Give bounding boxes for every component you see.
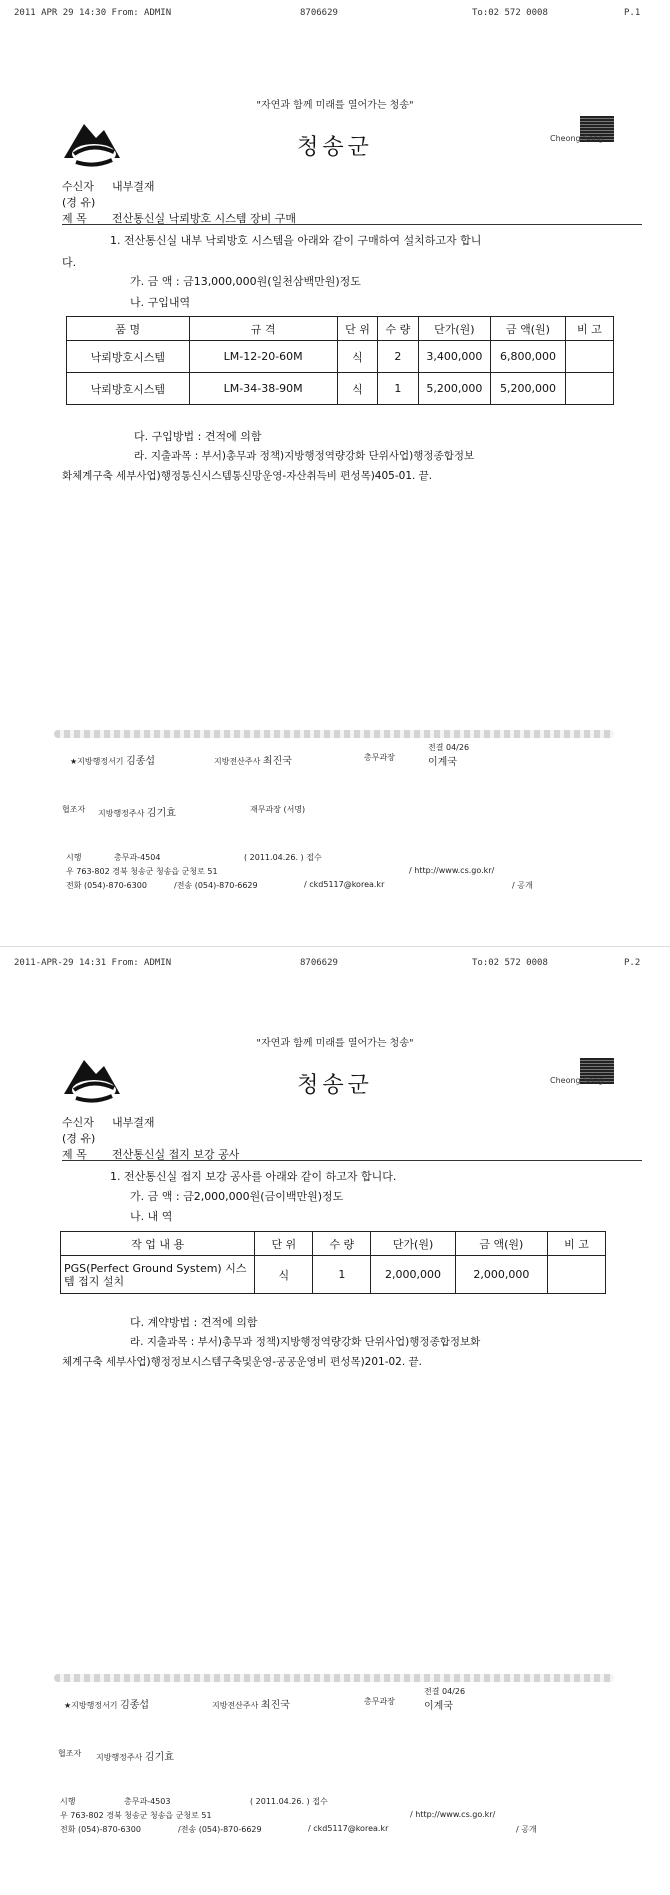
table-cell: 식 xyxy=(337,341,377,373)
table-header-row xyxy=(61,1232,606,1256)
brand-text: Cheong Song xyxy=(550,134,604,143)
fax-page-2 xyxy=(0,950,670,1895)
body-paragraph-1: 1. 전산통신실 내부 낙뢰방호 시스템을 아래와 같이 구매하여 설치하고자 합니 xyxy=(110,234,482,247)
signer-name: 최진국 xyxy=(262,756,292,767)
recipient-row xyxy=(62,1114,155,1130)
signer-role: 지방전산주사 xyxy=(214,757,261,766)
fax-page-number: P.1 xyxy=(624,8,641,18)
table-cell: LM-12-20-60M xyxy=(189,341,337,373)
coop-2 xyxy=(96,1748,174,1763)
budget-line-1: 라. 지출과목 : 부서)총무과 정책)지방행정역량강화 단위사업)행정종합정보화 xyxy=(130,1336,481,1348)
cheongsong-brand-logo xyxy=(550,1058,614,1104)
signer-2 xyxy=(212,1696,290,1711)
signer-1 xyxy=(70,752,155,767)
fax-page-number: P.2 xyxy=(624,958,641,968)
table-cell xyxy=(547,1256,605,1294)
fax-number: 8706629 xyxy=(300,958,338,968)
table-row xyxy=(67,373,614,405)
table-cell: 낙뢰방호시스템 xyxy=(67,373,190,405)
subject-label: 제 목 xyxy=(62,1148,87,1161)
body-paragraph-1-cont: 다. xyxy=(62,256,77,269)
table-cell: 3,400,000 xyxy=(418,341,491,373)
purchase-method: 다. 구입방법 : 견적에 의함 xyxy=(134,430,262,443)
signer-role: 총무과장 xyxy=(364,753,395,762)
signer-name: 이계국 xyxy=(424,1701,453,1712)
footer-exec-number: 총무과-4503 xyxy=(124,1797,171,1806)
footer-exec-row xyxy=(54,1796,614,1806)
table-cell: 1 xyxy=(378,373,418,405)
signer-4 xyxy=(424,1686,465,1712)
page-separator xyxy=(0,946,670,947)
signer-4 xyxy=(428,742,469,768)
footer-exec-label: 시행 xyxy=(66,853,82,862)
footer-phone: 전화 (054)-870-6300 xyxy=(60,1825,141,1834)
redacted-line xyxy=(54,1674,614,1682)
recipient-label: 수신자 xyxy=(62,180,94,193)
signer-role: ★지방행정서기 xyxy=(70,757,124,766)
recipient-value: 내부결재 xyxy=(112,1116,155,1129)
footer-exec-row xyxy=(54,852,614,862)
table-header: 수 량 xyxy=(378,317,418,341)
coop-name: 김기효 xyxy=(144,1752,174,1763)
table-header: 수 량 xyxy=(313,1232,371,1256)
table-cell: 6,800,000 xyxy=(491,341,566,373)
fax-number: 8706629 xyxy=(300,8,338,18)
via-row: (경 유) xyxy=(62,1132,96,1145)
amount-line: 가. 금 액 : 금13,000,000원(일천삼백만원)정도 xyxy=(130,275,361,288)
table-cell: 5,200,000 xyxy=(491,373,566,405)
table-row xyxy=(67,341,614,373)
fax-recipient: To:02 572 0008 xyxy=(472,8,548,18)
footer-disclosure: / 공개 xyxy=(516,1825,537,1834)
table-cell: 낙뢰방호시스템 xyxy=(67,341,190,373)
signer-2 xyxy=(214,752,292,767)
signer-role: 전결 04/26 xyxy=(424,1687,466,1696)
signer-role: 지방전산주사 xyxy=(212,1701,259,1710)
footer-exec-label: 시행 xyxy=(60,1797,76,1806)
footer-contact-row xyxy=(54,880,614,890)
footer-exec-date: ( 2011.04.26. ) 접수 xyxy=(250,1797,328,1806)
redacted-line xyxy=(54,730,614,738)
signer-1 xyxy=(64,1696,149,1711)
brand-text: Cheong Song xyxy=(550,1076,604,1085)
signer-role: ★지방행정서기 xyxy=(64,1701,118,1710)
table-header: 단 위 xyxy=(337,317,377,341)
subject-underline xyxy=(62,224,642,225)
footer-exec-number: 총무과-4504 xyxy=(114,853,161,862)
table-cell: 식 xyxy=(255,1256,313,1294)
budget-line-2: 체계구축 세부사업)행정정보시스템구축및운영-공공운영비 편성목)201-02. 끝. xyxy=(62,1356,423,1368)
recipient-label: 수신자 xyxy=(62,1116,94,1129)
footer-address: 우 763-802 경북 청송군 청송읍 군청로 51 xyxy=(66,867,218,876)
footer-disclosure: / 공개 xyxy=(512,881,533,890)
coop-name: (서명) xyxy=(283,805,306,814)
footer-contact-row xyxy=(54,1824,614,1834)
agency-title: 청송군 xyxy=(297,135,373,160)
coop-role: 재무과장 xyxy=(250,805,281,814)
coop-1: 협조자 xyxy=(58,1749,82,1758)
signer-3 xyxy=(364,752,395,763)
subject-value: 전산통신실 낙뢰방호 시스템 장비 구매 xyxy=(112,212,297,225)
signer-name: 이계국 xyxy=(428,757,457,768)
recipient-row xyxy=(62,178,155,194)
amount-line: 가. 금 액 : 금2,000,000원(금이백만원)정도 xyxy=(130,1190,344,1203)
footer-website-link[interactable]: / http://www.cs.go.kr/ xyxy=(410,1810,496,1819)
footer-address: 우 763-802 경북 청송군 청송읍 군청로 51 xyxy=(60,1811,212,1820)
signer-3 xyxy=(364,1696,395,1707)
via-row: (경 유) xyxy=(62,196,96,209)
footer-email: / ckd5117@korea.kr xyxy=(304,880,385,889)
footer-website-link[interactable]: / http://www.cs.go.kr/ xyxy=(409,866,495,875)
table-row xyxy=(61,1256,606,1294)
fax-sender: 2011-APR-29 14:31 From: ADMIN xyxy=(14,958,172,968)
table-header: 비 고 xyxy=(547,1232,605,1256)
construction-table xyxy=(60,1231,606,1294)
table-header: 금 액(원) xyxy=(455,1232,547,1256)
table-header: 단가(원) xyxy=(371,1232,455,1256)
coop-2 xyxy=(98,804,176,819)
coop-role: 지방행정주사 xyxy=(96,1753,143,1762)
budget-line-2: 화체계구축 세부사업)행정통신시스템통신망운영-자산취득비 편성목)405-01. 끝. xyxy=(62,470,433,482)
coop-1: 협조자 xyxy=(62,805,86,814)
table-cell: 2,000,000 xyxy=(371,1256,455,1294)
footer-fax: /전송 (054)-870-6629 xyxy=(178,1825,262,1834)
table-cell: 식 xyxy=(337,373,377,405)
slogan: "자연과 함께 미래를 열어가는 청송" xyxy=(256,1038,414,1049)
subject-label: 제 목 xyxy=(62,212,87,225)
table-header: 단 위 xyxy=(255,1232,313,1256)
subject-value: 전산통신실 접지 보강 공사 xyxy=(112,1148,240,1161)
fax-page-1 xyxy=(0,0,670,945)
footer-phone: 전화 (054)-870-6300 xyxy=(66,881,147,890)
detail-title: 나. 구입내역 xyxy=(130,296,191,309)
recipient-value: 내부결재 xyxy=(112,180,155,193)
signer-name: 김종섭 xyxy=(126,756,156,767)
footer-email: / ckd5117@korea.kr xyxy=(308,1824,389,1833)
coop-3 xyxy=(250,804,305,815)
signer-name: 김종섭 xyxy=(120,1700,150,1711)
fax-recipient: To:02 572 0008 xyxy=(472,958,548,968)
coop-name: 김기효 xyxy=(146,808,176,819)
fax-sender: 2011 APR 29 14:30 From: ADMIN xyxy=(14,8,172,18)
fax-header xyxy=(0,8,670,22)
coop-role: 지방행정주사 xyxy=(98,809,145,818)
table-header: 비 고 xyxy=(565,317,613,341)
slogan: "자연과 함께 미래를 열어가는 청송" xyxy=(256,100,414,111)
signer-role: 총무과장 xyxy=(364,1697,395,1706)
footer-address-row xyxy=(54,1810,614,1820)
table-cell xyxy=(565,341,613,373)
signer-name: 최진국 xyxy=(260,1700,290,1711)
table-cell: 2,000,000 xyxy=(455,1256,547,1294)
purchase-table xyxy=(66,316,614,405)
table-cell: 2 xyxy=(378,341,418,373)
table-cell: 1 xyxy=(313,1256,371,1294)
budget-line-1: 라. 지출과목 : 부서)총무과 정책)지방행정역량강화 단위사업)행정종합정보 xyxy=(134,450,475,462)
detail-title: 나. 내 역 xyxy=(130,1210,173,1223)
subject-underline xyxy=(62,1160,642,1161)
table-header: 규 격 xyxy=(189,317,337,341)
fax-header xyxy=(0,958,670,972)
table-cell: PGS(Perfect Ground System) 시스템 접지 설치 xyxy=(61,1256,255,1294)
table-cell: 5,200,000 xyxy=(418,373,491,405)
contract-method: 다. 계약방법 : 견적에 의함 xyxy=(130,1316,258,1329)
table-cell: LM-34-38-90M xyxy=(189,373,337,405)
footer-fax: /전송 (054)-870-6629 xyxy=(174,881,258,890)
table-header-row xyxy=(67,317,614,341)
signer-role: 전결 04/26 xyxy=(428,743,470,752)
footer-address-row xyxy=(54,866,614,876)
body-paragraph-1: 1. 전산통신실 접지 보강 공사를 아래와 같이 하고자 합니다. xyxy=(110,1170,397,1183)
table-header: 작 업 내 용 xyxy=(61,1232,255,1256)
cheongsong-brand-logo xyxy=(550,116,614,162)
table-header: 단가(원) xyxy=(418,317,491,341)
table-header: 금 액(원) xyxy=(491,317,566,341)
table-cell xyxy=(565,373,613,405)
footer-exec-date: ( 2011.04.26. ) 접수 xyxy=(244,853,322,862)
agency-title: 청송군 xyxy=(297,1073,373,1098)
table-header: 품 명 xyxy=(67,317,190,341)
